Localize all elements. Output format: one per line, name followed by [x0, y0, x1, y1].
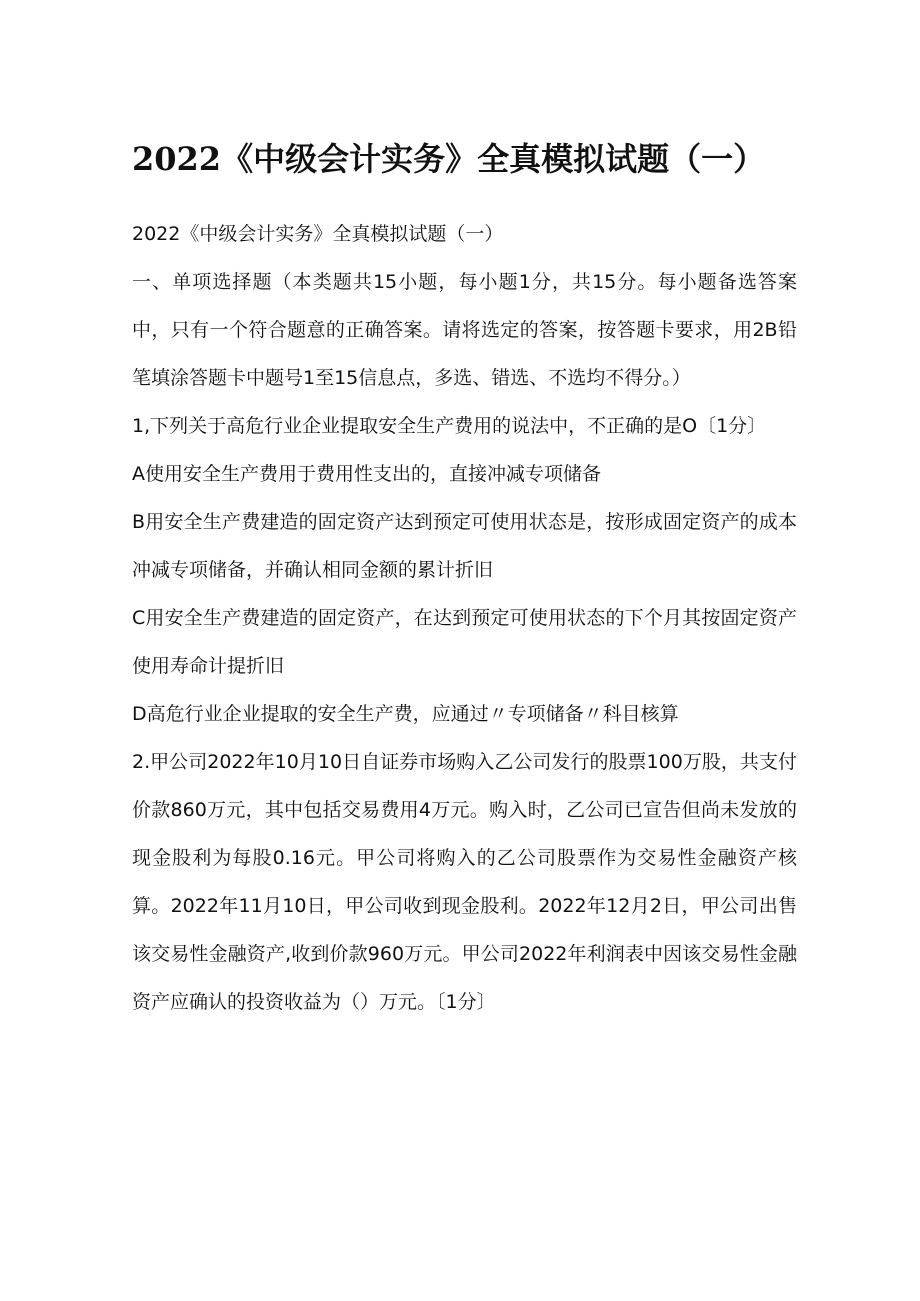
question-1: 1,下列关于高危行业企业提取安全生产费用的说法中，不正确的是O〔1分〕 — [132, 415, 767, 437]
document-title: 2022《中级会计实务》全真模拟试题（一） — [132, 140, 766, 178]
question-1-option-a: A使用安全生产费用于费用性支出的，直接冲减专项储备 — [132, 463, 601, 485]
question-1-option-c: C用安全生产费建造的固定资产，在达到预定可使用状态的下个月其按固定资产使用寿命计提折旧 — [132, 607, 797, 677]
question-2: 2.甲公司2022年10月10日自证券市场购入乙公司发行的股票100万股，共支付价款860万元，其中包括交易费用4万元。购入时，乙公司已宣告但尚未发放的现金股利为每股0.16元。甲公司将购入的乙公司股票作为交易性金融资产核算。2022年11月10日，甲公司收到现金股利。2022年12月2日，甲公司出售该交易性金融资产,收到价款960万元。甲公司2022年利润表中因该交易性金融资产应确认的投资收益为（）万元。〔1分〕 — [132, 751, 797, 1013]
section-instructions: 一、单项选择题（本类题共15小题，每小题1分，共15分。每小题备选答案中，只有一个符合题意的正确答案。请将选定的答案，按答题卡要求，用2B铅笔填涂答题卡中题号1至15信息点，多选、错选、不选均不得分。） — [132, 271, 797, 389]
subtitle-paragraph: 2022《中级会计实务》全真模拟试题（一） — [132, 223, 504, 245]
question-1-option-d: D高危行业企业提取的安全生产费，应通过〃专项储备〃科目核算 — [132, 703, 679, 725]
document-body — [132, 210, 797, 1026]
question-1-option-b: B用安全生产费建造的固定资产达到预定可使用状态是，按形成固定资产的成本冲减专项储备，并确认相同金额的累计折旧 — [132, 511, 797, 581]
